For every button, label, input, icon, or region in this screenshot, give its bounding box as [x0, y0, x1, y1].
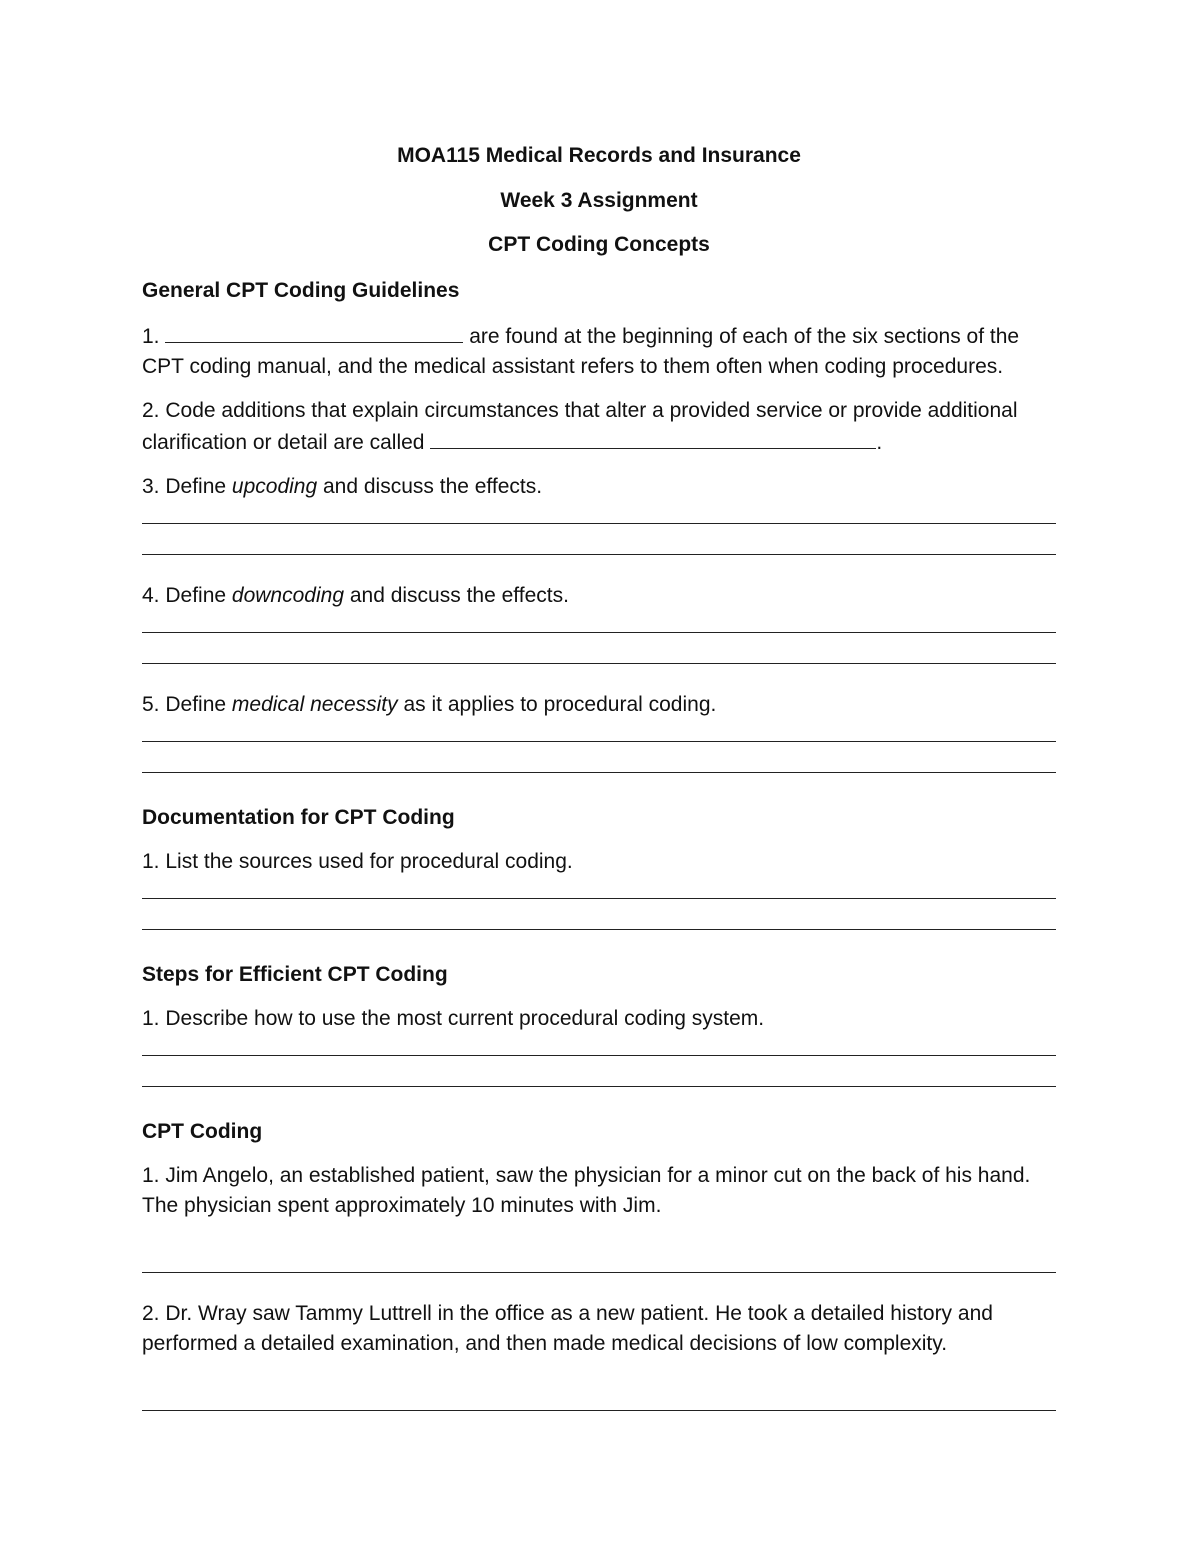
- answer-line[interactable]: [142, 1409, 1056, 1411]
- answer-lines[interactable]: [142, 740, 1056, 773]
- worksheet-page: [142, 141, 1056, 1425]
- question-prefix: 4. Define: [142, 584, 227, 607]
- question-general-4: [142, 581, 1056, 664]
- question-steps-1: [142, 1004, 1056, 1087]
- section-heading-steps: Steps for Efficient CPT Coding: [142, 963, 448, 986]
- question-coding-1: [142, 1161, 1056, 1273]
- answer-line[interactable]: [142, 928, 1056, 930]
- answer-lines[interactable]: [142, 1054, 1056, 1087]
- question-suffix: and discuss the effects.: [323, 475, 543, 498]
- answer-line[interactable]: [142, 631, 1056, 633]
- section-heading-general: General CPT Coding Guidelines: [142, 279, 460, 302]
- course-title: MOA115 Medical Records and Insurance: [397, 144, 801, 167]
- answer-blank[interactable]: [165, 320, 463, 343]
- question-prefix: 3. Define: [142, 475, 227, 498]
- question-prefix: 5. Define: [142, 693, 227, 716]
- section-heading-coding: CPT Coding: [142, 1120, 263, 1143]
- question-general-5: [142, 690, 1056, 773]
- answer-line[interactable]: [142, 553, 1056, 555]
- answer-line[interactable]: [142, 522, 1056, 524]
- answer-line[interactable]: [142, 662, 1056, 664]
- question-term: downcoding: [231, 584, 344, 607]
- answer-lines[interactable]: [142, 631, 1056, 664]
- question-term: upcoding: [231, 475, 318, 498]
- answer-line[interactable]: [142, 771, 1056, 773]
- question-text: 1. Describe how to use the most current procedural coding system.: [142, 1007, 765, 1030]
- assignment-title: Week 3 Assignment: [500, 189, 698, 212]
- question-suffix: as it applies to procedural coding.: [403, 693, 717, 716]
- question-documentation-1: [142, 847, 1056, 930]
- question-number: 1.: [142, 325, 160, 348]
- answer-lines[interactable]: [142, 1409, 1056, 1411]
- section-heading-documentation: Documentation for CPT Coding: [142, 806, 455, 829]
- answer-lines[interactable]: [142, 1271, 1056, 1273]
- answer-line[interactable]: [142, 740, 1056, 742]
- question-text: are found at the beginning of each of the six sections of the CPT coding manual, and the medical assistant refers to them often when coding procedures.: [142, 325, 1020, 378]
- topic-title: CPT Coding Concepts: [488, 233, 710, 256]
- question-text: 1. List the sources used for procedural coding.: [142, 850, 573, 873]
- answer-line[interactable]: [142, 1054, 1056, 1056]
- answer-line[interactable]: [142, 1271, 1056, 1273]
- answer-line[interactable]: [142, 1085, 1056, 1087]
- question-general-2: [142, 396, 1056, 458]
- answer-lines[interactable]: [142, 897, 1056, 930]
- question-coding-2: [142, 1299, 1056, 1411]
- question-text: 1. Jim Angelo, an established patient, saw the physician for a minor cut on the back of his hand. The physician spent approximately 10 minutes with Jim.: [142, 1164, 1031, 1217]
- answer-line[interactable]: [142, 897, 1056, 899]
- question-general-3: [142, 472, 1056, 555]
- question-end: .: [876, 431, 883, 454]
- question-term: medical necessity: [231, 693, 398, 716]
- question-general-1: [142, 320, 1056, 382]
- answer-blank[interactable]: [430, 426, 876, 449]
- question-text: 2. Dr. Wray saw Tammy Luttrell in the office as a new patient. He took a detailed history and performed a detailed examination, and then made medical decisions of low complexity.: [142, 1302, 993, 1355]
- answer-lines[interactable]: [142, 522, 1056, 555]
- question-suffix: and discuss the effects.: [349, 584, 569, 607]
- question-text: 2. Code additions that explain circumstances that alter a provided service or provide additional clarification or detail are called: [142, 399, 1018, 454]
